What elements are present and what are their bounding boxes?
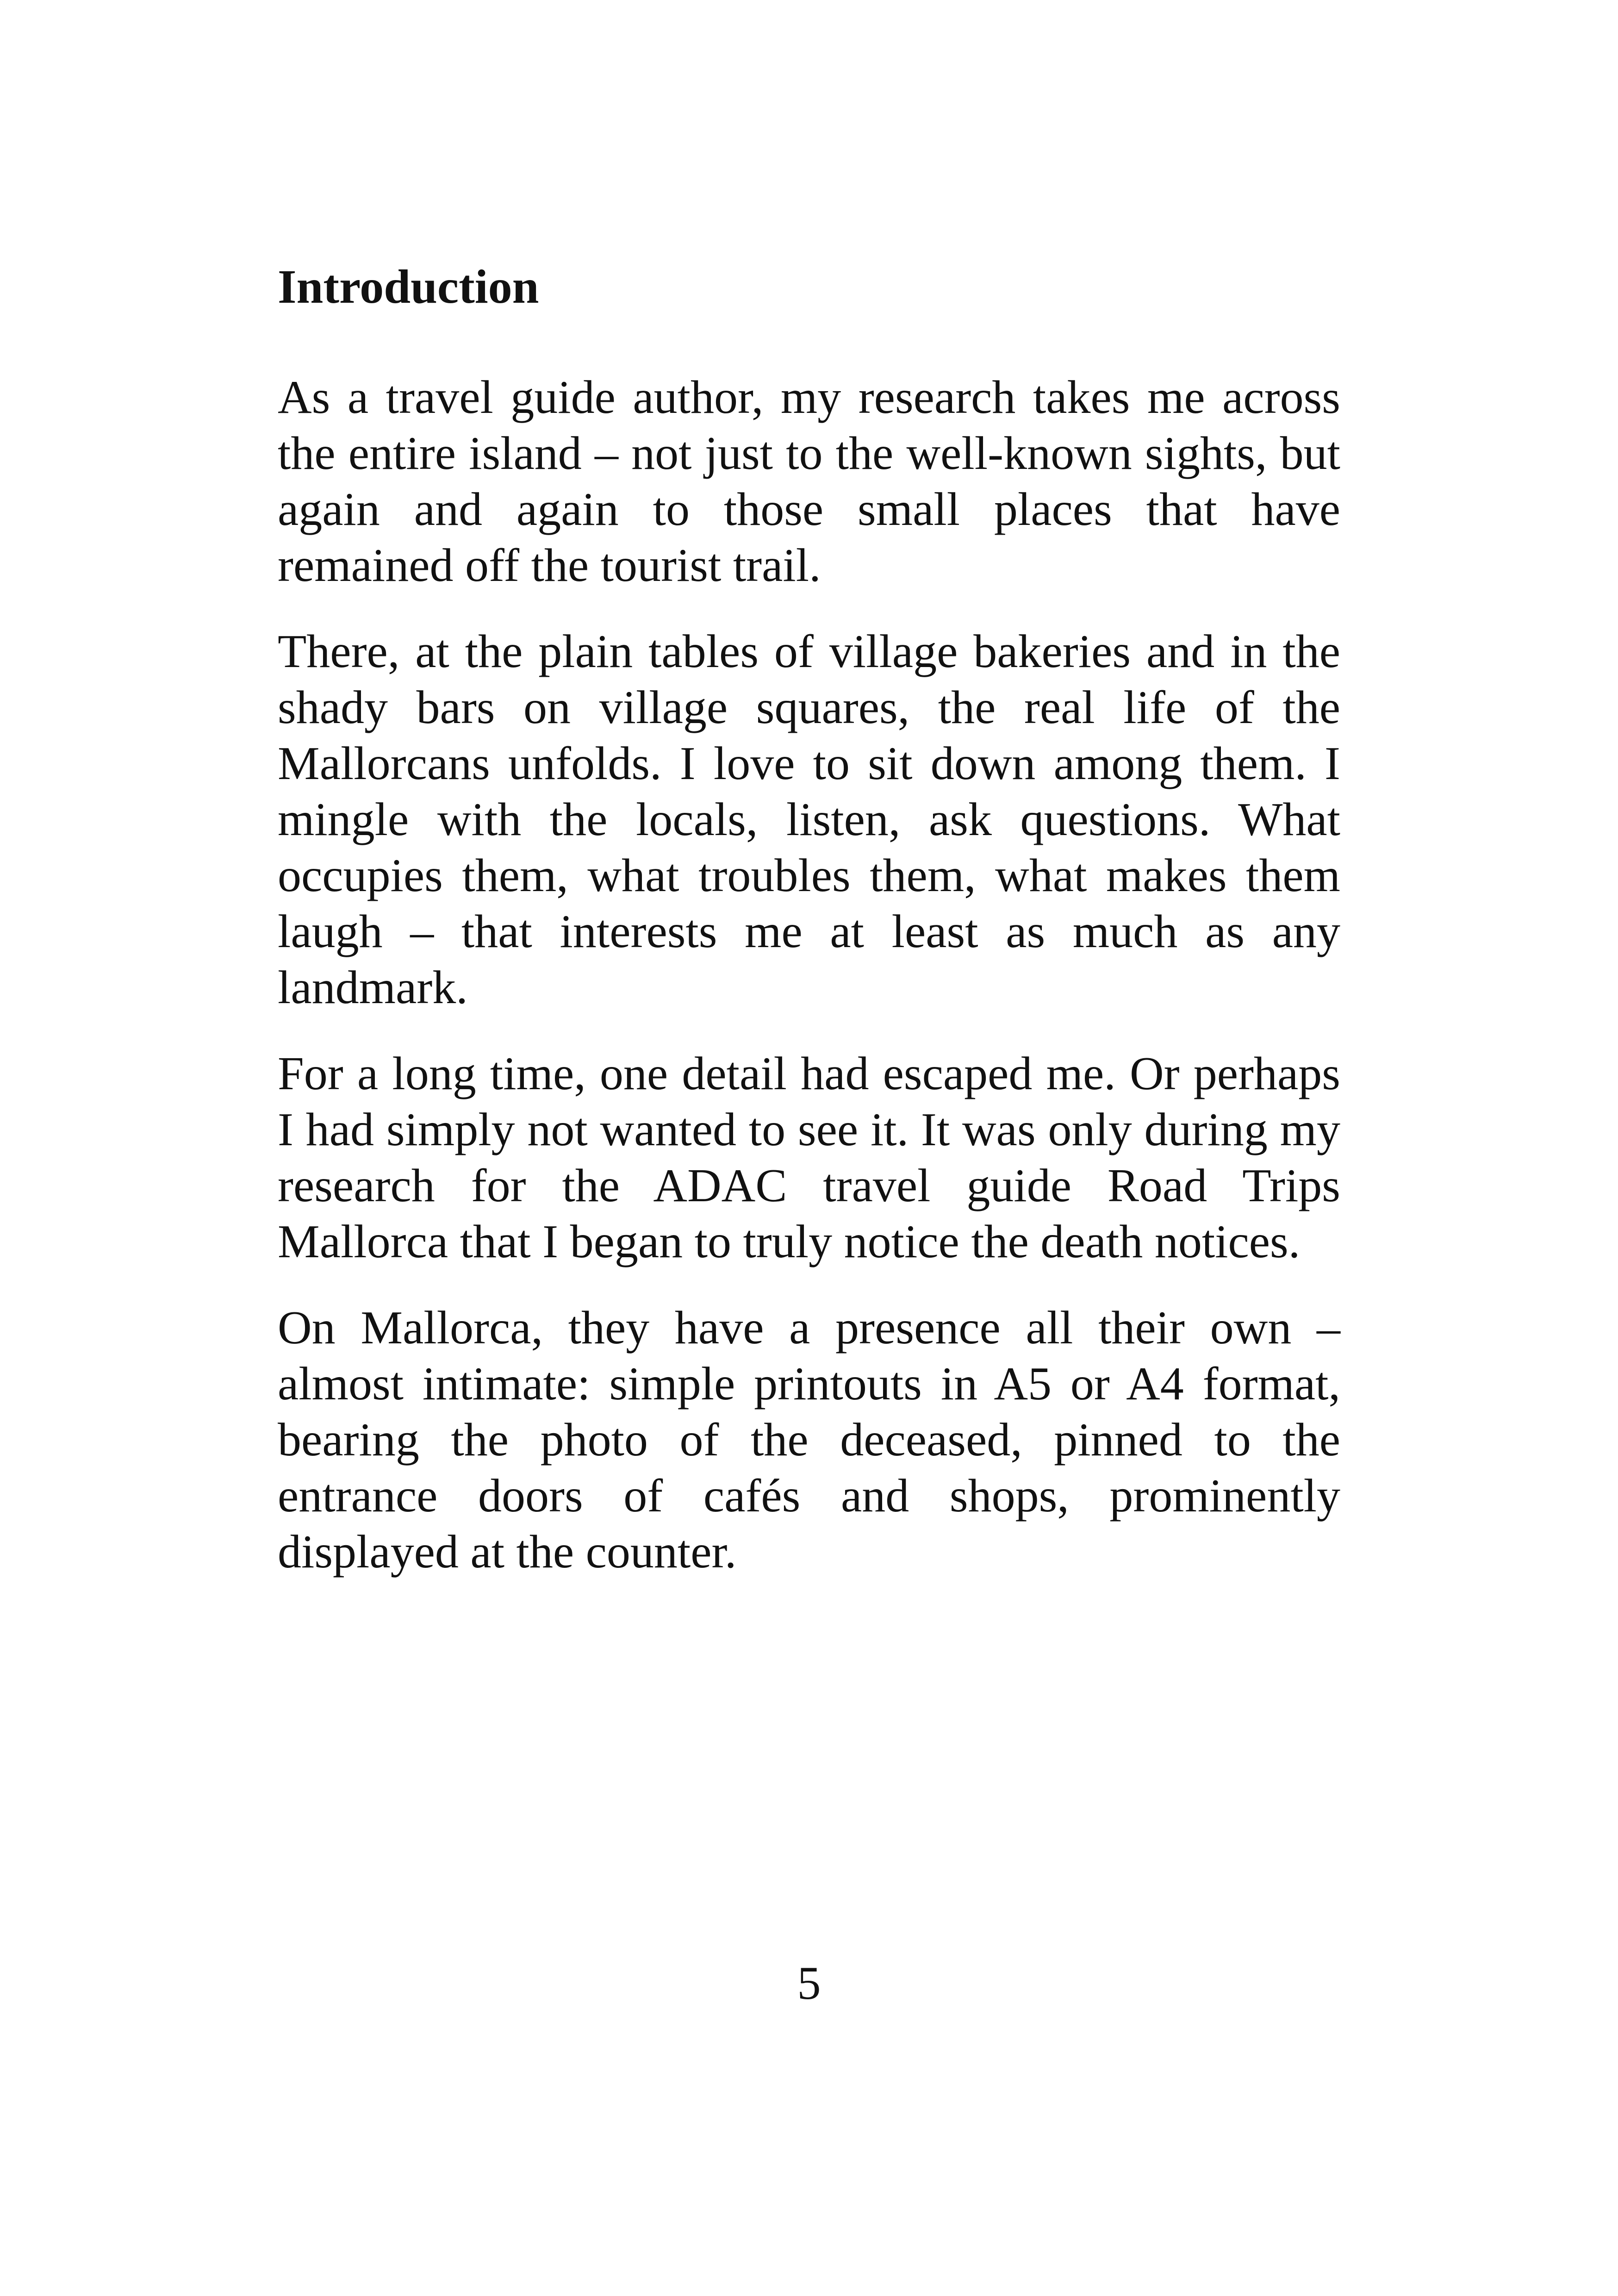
page-number: 5	[797, 1957, 821, 2009]
paragraph: There, at the plain tables of village bakeries and in the shady bars on village squares, the real life of the Mallorcans unfolds. I love to sit down among them. I mingle with the locals, listen, ask questions. What occupies them, what troubles them, what makes them laugh – that interests me at least as much as any landmark.	[278, 625, 1340, 1014]
chapter-text	[278, 259, 1340, 1610]
chapter-heading: Introduction	[278, 260, 539, 313]
paragraph: As a travel guide author, my research takes me across the entire island – not just to the well-known sights, but again and again to those small places that have remained off the tourist trail.	[278, 371, 1340, 592]
paragraph: For a long time, one detail had escaped me. Or perhaps I had simply not wanted to see it. It was only during my research for the ADAC travel guide Road Trips Mallorca that I began to truly notice the death notices.	[278, 1048, 1340, 1268]
paragraph: On Mallorca, they have a presence all their own – almost intimate: simple printouts in A5 or A4 format, bearing the photo of the deceased, pinned to the entrance doors of cafés and shops, prominently displayed at the counter.	[278, 1302, 1340, 1578]
